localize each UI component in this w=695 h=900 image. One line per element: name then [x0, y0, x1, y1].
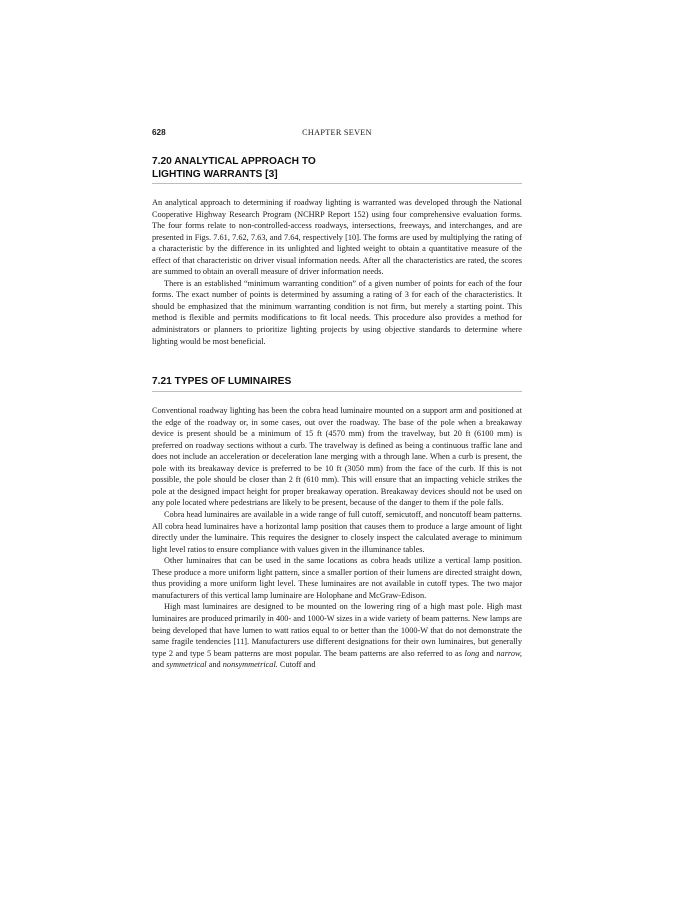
chapter-title: CHAPTER SEVEN [302, 128, 372, 137]
paragraph: Conventional roadway lighting has been the cobra head luminaire mounted on a support arm and positioned at the edge of the roadway or, in some cases, out over the roadway. The base of the pole when a breakaway device is present should be a minimum of 15 ft (4570 mm) from the travelway, but 20 ft (6100 mm) is preferred on roadway sections without a curb. The travelway is defined as being a continuous traffic lane and does not include an acceleration or deceleration lane merging with a through lane. When a curb is present, the pole with its breakaway device is preferred to be 10 ft (3050 mm) from the face of the curb. If this is not possible, the pole should be closer than 2 ft (610 mm). This will ensure that an impacting vehicle strikes the pole at the designed impact height for proper breakaway operation. Breakaway devices should not be used on any pole located where pedestrians are likely to be present, because of the danger to them if the pole falls. [152, 406, 522, 508]
text-run: and [479, 648, 497, 658]
paragraph: There is an established “minimum warranting condition” of a given number of points for each of the four forms. The exact number of points is determined by assuming a rating of 3 for each of the characteristics. It should be emphasized that the minimum warranting condition is not firm, but merely a starting point. This method is flexible and permits modifications to fit local needs. This procedure also provides a method for administrators or planners to prioritize lighting projects by using objective standards to determine where lighting would be most beneficial. [152, 278, 522, 346]
section-title-line-2: LIGHTING WARRANTS [3] [152, 169, 278, 180]
paragraph: Cobra head luminaires are available in a wide range of full cutoff, semicutoff, and noncutoff beam patterns. All cobra head luminaires have a horizontal lamp position that causes them to produce a large amount of light directly under the luminaire. This requires the designer to closely inspect the calculated average to minimum light level ratios to ensure compliance with values given in the illuminance tables. [152, 510, 522, 554]
text-run: High mast luminaires are designed to be mounted on the lowering ring of a high mast pole. High mast luminaires are produced primarily in 400- and 1000-W sizes in a wide variety of beam patterns. New lamps are being developed that have lumen to watt ratios equal to or better than the 1000-W that do not demonstrate the same fragile tendencies [11]. Manufacturers use different designations for their own luminaires, but generally type 2 and type 5 beam patterns are most popular. The beam patterns are also referred to as [152, 602, 522, 658]
italic-term: nonsymmetrical. [222, 660, 278, 670]
italic-term: symmetrical [166, 660, 207, 670]
text-run: Cutoff and [277, 660, 316, 670]
text-run: and [152, 660, 167, 670]
paragraph: Other luminaires that can be used in the same locations as cobra heads utilize a vertical lamp position. These produce a more uniform light pattern, since a smaller portion of their lumens are directed straight down, thus providing a more uniform light level. These luminaires are not available in cutoff types. The two major manufacturers of this vertical lamp luminaire are Holophane and McGraw-Edison. [152, 556, 522, 600]
section-title: 7.21 TYPES OF LUMINAIRES [152, 376, 292, 388]
section-heading-7-21 [152, 375, 522, 392]
paragraph [152, 601, 522, 670]
italic-term: narrow, [496, 648, 522, 658]
book-page [152, 127, 522, 671]
text-run: and [206, 660, 223, 670]
paragraph: An analytical approach to determining if roadway lighting is warranted was developed through the National Cooperative Highway Research Program (NCHRP Report 152) using four comprehensive evaluation forms. The four forms relate to non-controlled-access roadways, intersections, freeways, and interchanges, and are presented in Figs. 7.61, 7.62, 7.63, and 7.64, respectively [10]. The forms are used by multiplying the rating of a characteristic by the difference in its unlighted and lighted weight to obtain a quantitative measure of the effect of that characteristic on driver visual information needs. After all the characteristics are rated, the scores are summed to obtain an overall measure of driver information needs. [152, 198, 522, 277]
running-header [152, 127, 522, 141]
section-heading-7-20 [152, 155, 522, 184]
page-number: 628 [152, 128, 166, 137]
italic-term: long [464, 648, 480, 658]
section-title-line-1: 7.20 ANALYTICAL APPROACH TO [152, 156, 316, 167]
